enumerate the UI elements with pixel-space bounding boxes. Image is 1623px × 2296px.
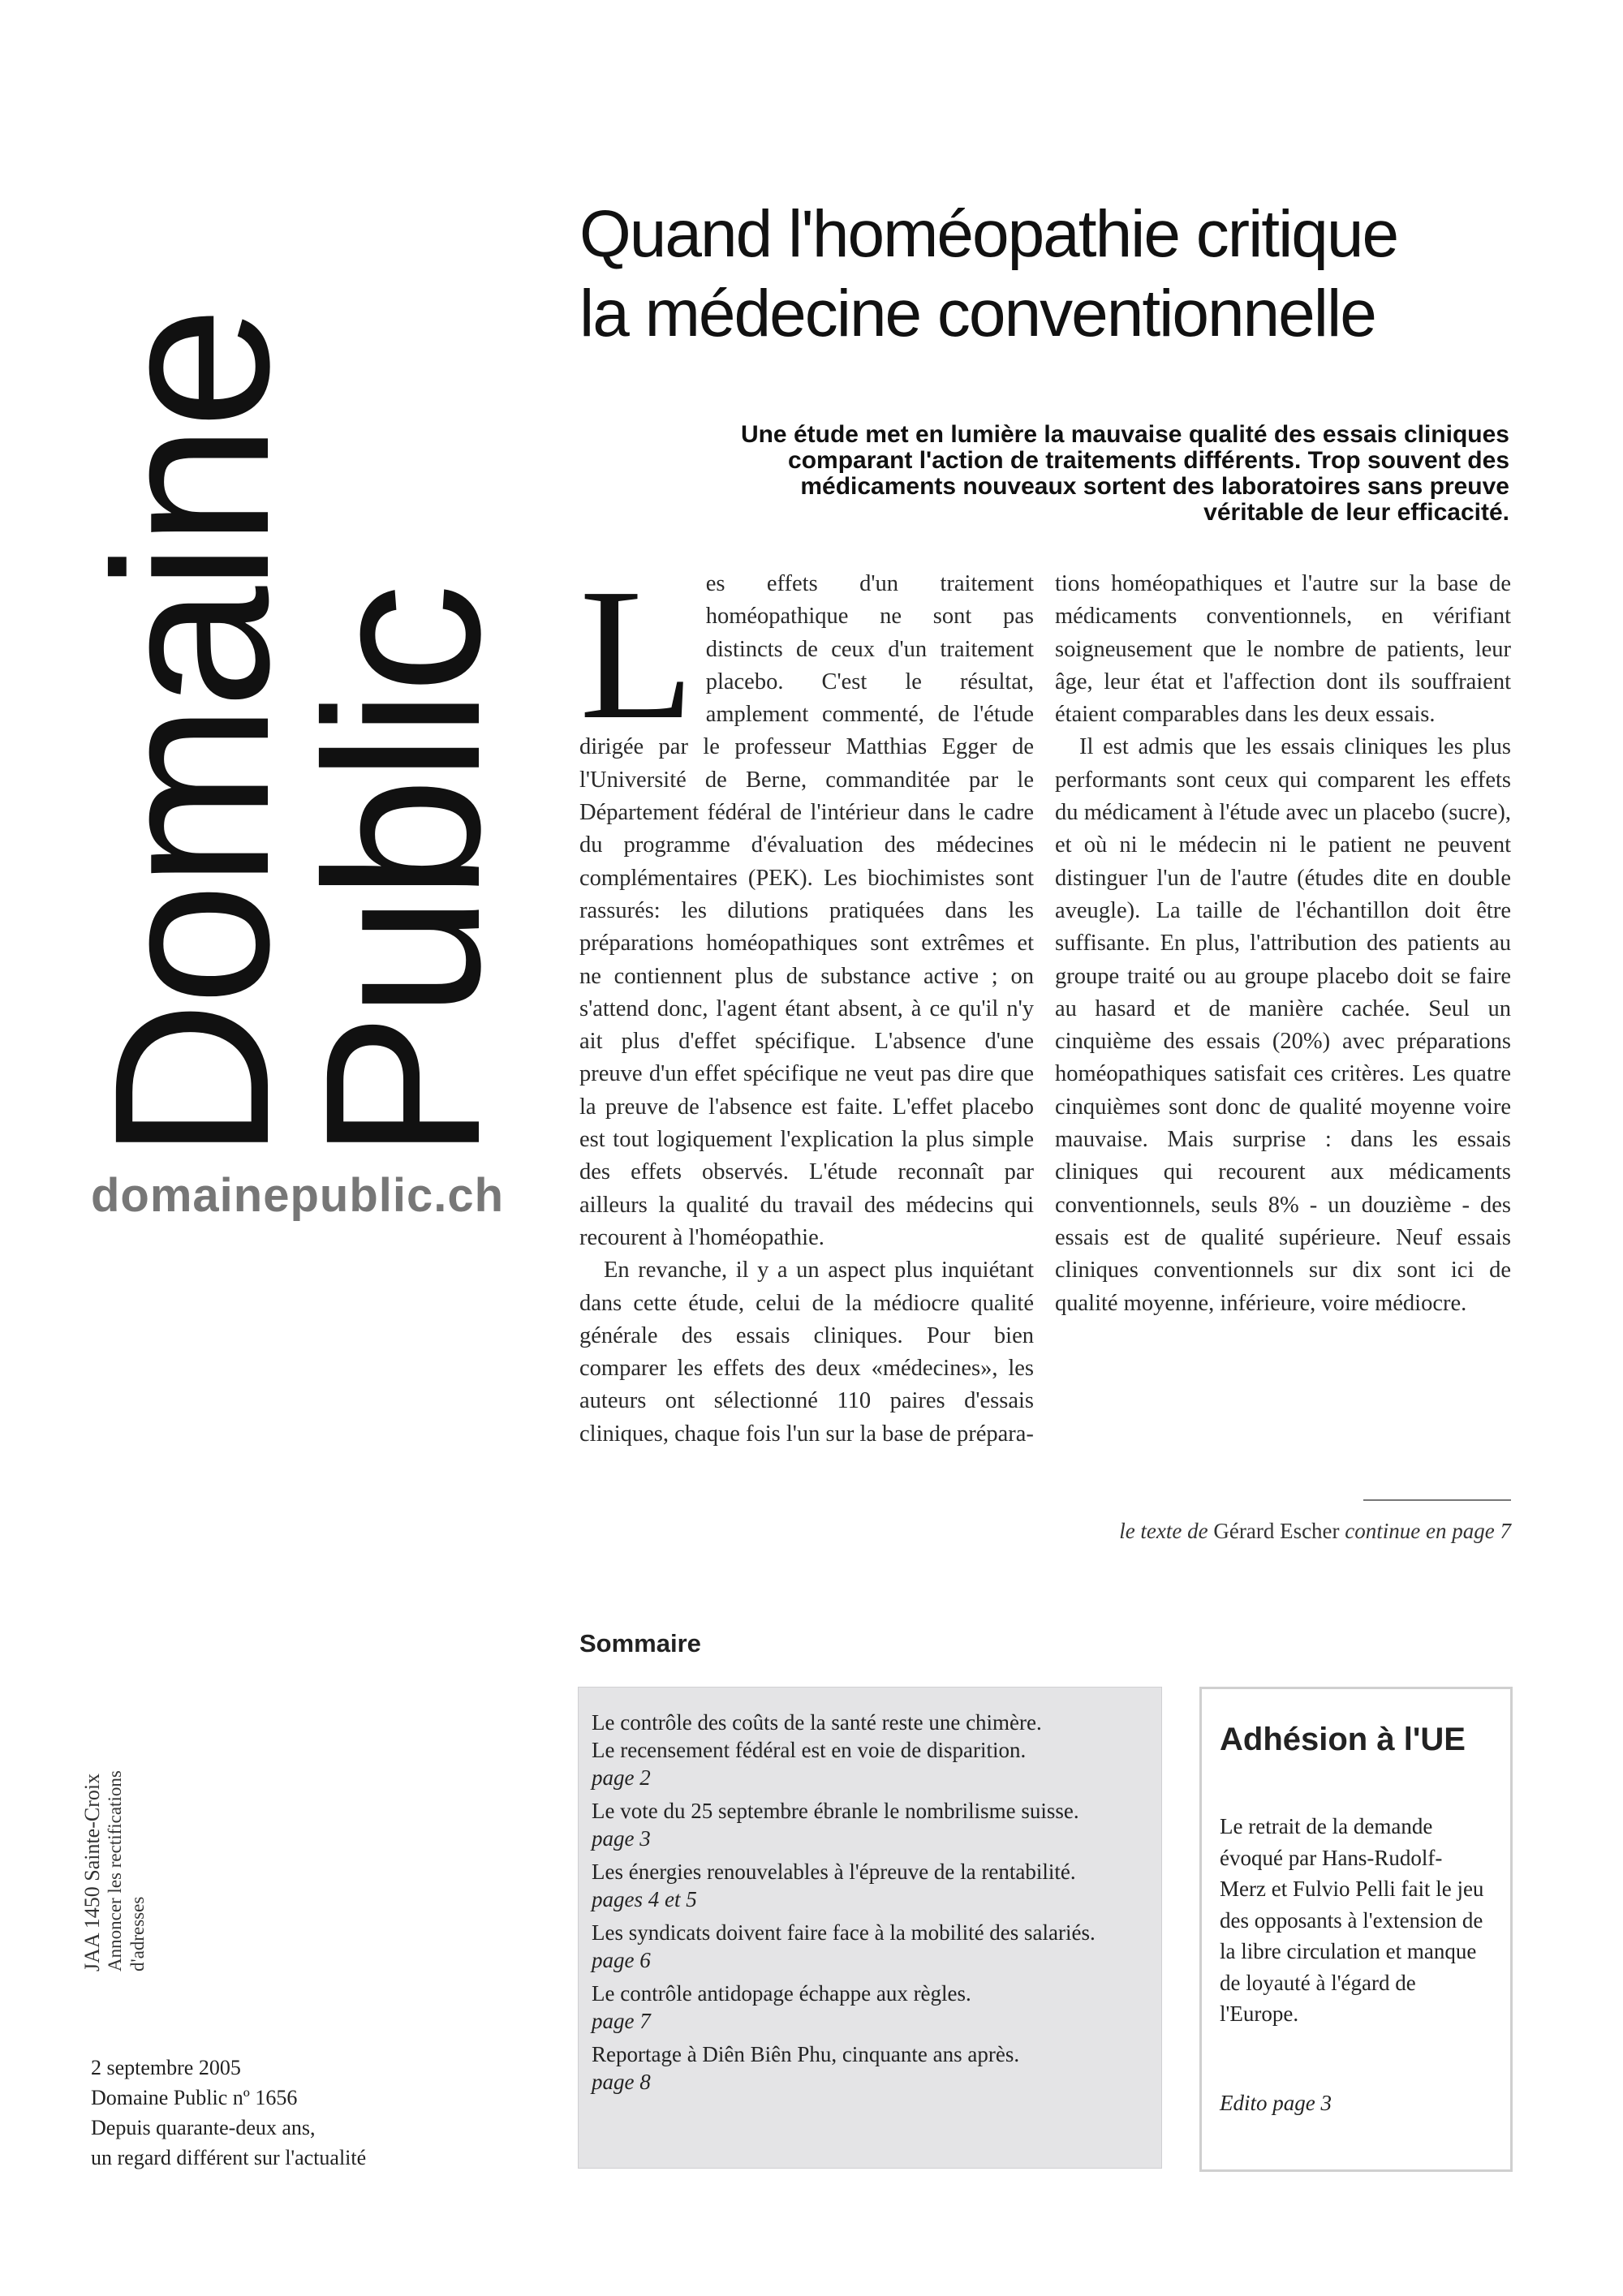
sommaire-item-text: Le vote du 25 septembre ébranle le nombrilisme suisse. xyxy=(592,1799,1079,1823)
credit-author: Gérard Escher xyxy=(1213,1519,1340,1543)
drop-cap: L xyxy=(579,550,695,759)
sommaire-item-page: page 6 xyxy=(592,1948,651,1972)
article-title-line2: la médecine conventionnelle xyxy=(579,277,1375,350)
sommaire-box xyxy=(578,1687,1162,2169)
sommaire-item[interactable] xyxy=(592,1980,1152,2035)
sommaire-item-text: Le contrôle des coûts de la santé reste une chimère. xyxy=(592,1710,1042,1735)
sommaire-item-text: Les énergies renouvelables à l'épreuve de la rentabilité. xyxy=(592,1860,1076,1884)
sommaire-item[interactable] xyxy=(592,2040,1152,2096)
credit-prefix: le texte de xyxy=(1119,1519,1208,1543)
address-line3: d'adresses xyxy=(127,1896,148,1971)
sommaire-item[interactable] xyxy=(592,1709,1152,1791)
sommaire-item-page: page 2 xyxy=(592,1765,651,1790)
article-credit xyxy=(1055,1519,1511,1544)
sommaire-item-text-2: Le recensement fédéral est en voie de disparition. xyxy=(592,1738,1027,1762)
article-paragraph-3: tions homéopathiques et l'autre sur la base de médicaments conventionnels, en vérifiant soigneusement que le nombre de patients, leur âge, leur état et l'affection dont ils souffraient étaient comparables dans les deux essais. xyxy=(1055,571,1511,728)
credit-divider xyxy=(1363,1499,1511,1501)
credit-continue-link[interactable]: continue en page 7 xyxy=(1345,1519,1511,1543)
issue-number: Domaine Public nº 1656 xyxy=(91,2086,298,2109)
sommaire-item-text: Reportage à Diên Biên Phu, cinquante ans après. xyxy=(592,2042,1020,2066)
article-title xyxy=(579,195,1586,354)
sommaire-item-page: page 7 xyxy=(592,2009,651,2033)
address-line1: JAA 1450 Sainte-Croix xyxy=(80,1773,104,1971)
masthead-title-line2: Public xyxy=(279,588,526,1160)
issue-date: 2 septembre 2005 xyxy=(91,2056,241,2079)
sommaire-item-page: page 3 xyxy=(592,1826,651,1851)
sommaire-item[interactable] xyxy=(592,1858,1152,1913)
sommaire-item[interactable] xyxy=(592,1797,1152,1852)
sommaire-item[interactable] xyxy=(592,1919,1152,1974)
sommaire-title: Sommaire xyxy=(579,1629,701,1658)
eu-sidebox xyxy=(1199,1687,1513,2172)
sommaire-item-text: Le contrôle antidopage échappe aux règles. xyxy=(592,1981,971,2006)
sidebox-title: Adhésion à l'UE xyxy=(1220,1722,1466,1757)
article-paragraph-2: En revanche, il y a un aspect plus inquiétant dans cette étude, celui de la médiocre qualité générale des essais cliniques. Pour bien comparer les effets des deux «médecines», les auteurs ont sélectionné 110 paires d'essais cliniques, chaque fois l'un sur la base de prépara- xyxy=(579,1258,1034,1447)
masthead xyxy=(16,114,526,1185)
article-column-1 xyxy=(579,550,1034,1451)
sommaire-item-text: Les syndicats doivent faire face à la mobilité des salariés. xyxy=(592,1920,1096,1945)
sommaire-list xyxy=(592,1709,1152,2101)
article-paragraph-4: Il est admis que les essais cliniques les plus performants sont ceux qui comparent les effets du médicament à l'étude avec un placebo (sucre), et où ni le médecin ni le patient ne peuvent distinguer l'un de l'autre (études dite en double aveugle). La taille de l'échantillon doit être suffisante. En plus, l'attribution des patients au groupe traité ou au groupe placebo doit se faire au hasard et de manière cachée. Seul un cinquième des essais (20%) avec préparations homéopathiques satisfait ces critères. Les quatre cinquièmes sont donc de qualité moyenne voire mauvaise. Mais surprise : dans les essais cliniques qui recourent aux médicaments conventionnels, seuls 8% - un douzième - des essais est de qualité supérieure. Neuf essais cliniques conventionnels sur dix sont ici de qualité moyenne, inférieure, voire médiocre. xyxy=(1055,734,1511,1316)
article-title-line1: Quand l'homéopathie critique xyxy=(579,197,1398,271)
sidebox-edito-link[interactable]: Edito page 3 xyxy=(1220,2091,1332,2115)
masthead-title-line1: Domaine xyxy=(68,311,315,1160)
website-link[interactable]: domainepublic.ch xyxy=(91,1169,505,1222)
article-lead: Une étude met en lumière la mauvaise qualité des essais cliniques comparant l'action de traitements différents. Trop souvent des médicaments nouveaux sortent des laboratoires sans preuve véritable de leur efficacité. xyxy=(740,421,1509,526)
issue-info xyxy=(91,2053,366,2173)
sommaire-item-page: pages 4 et 5 xyxy=(592,1887,697,1911)
sidebox-text: Le retrait de la demande évoqué par Hans-Rudolf-Merz et Fulvio Pelli fait le jeu des opposants à l'extension de la libre circulation et manque de loyauté à l'égard de l'Europe. xyxy=(1220,1814,1484,2026)
address-line2: Annoncer les rectifications xyxy=(105,1770,125,1971)
article-column-2 xyxy=(1055,568,1511,1320)
article-paragraph-1: Les effets d'un traitement homéopathique ne sont pas distincts de ceux d'un traitement placebo. C'est le résultat, amplement commenté, de l'étude dirigée par le professeur Matthias Egger de l'Université de Berne, commanditée par le Département fédéral de l'intérieur dans le cadre du programme d'évaluation des médecines complémentaires (PEK). Les biochimistes sont rassurés: les dilutions pratiquées dans les préparations homéopathiques sont extrêmes et ne contiennent plus de substance active ; on s'attend donc, l'agent étant absent, à ce qu'il n'y ait plus d'effet spécifique. L'absence d'une preuve d'un effet spécifique ne veut pas dire que la preuve de l'absence est faite. L'effet placebo est tout logiquement l'explication la plus simple des effets observés. L'étude reconnaît par ailleurs la qualité du travail des médecins qui recourent à l'homéopathie. xyxy=(579,550,1034,1250)
mailing-address xyxy=(81,1663,203,1971)
issue-tagline-2: un regard différent sur l'actualité xyxy=(91,2146,367,2169)
issue-tagline-1: Depuis quarante-deux ans, xyxy=(91,2116,316,2139)
sommaire-item-page: page 8 xyxy=(592,2070,651,2094)
